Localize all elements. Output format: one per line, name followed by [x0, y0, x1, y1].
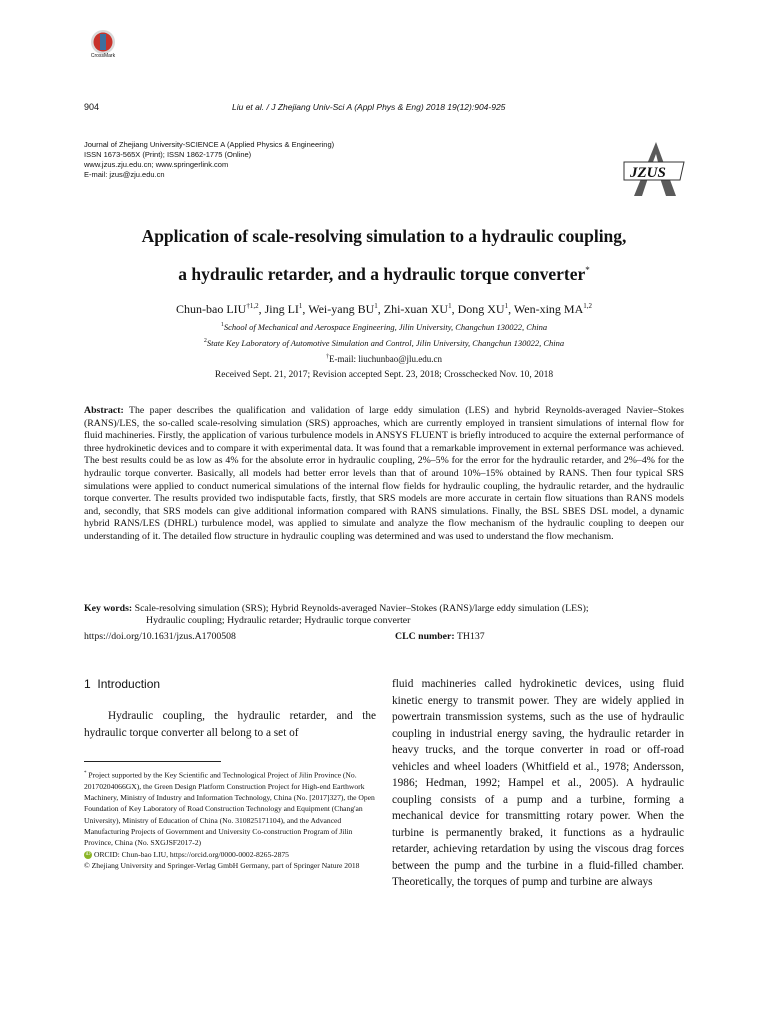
author-affil-mark: 1 [298, 302, 303, 310]
affiliation-text: School of Mechanical and Aerospace Engineering, Jilin University, Changchun 130022, China [223, 322, 548, 332]
footnotes [84, 768, 376, 871]
author-name: Wen-xing MA [513, 302, 584, 316]
clc-value: TH137 [456, 631, 485, 642]
author-affil-mark: 1 [448, 302, 452, 310]
section-number: 1 [84, 677, 91, 691]
section-title: Introduction [97, 677, 161, 691]
journal-name: Journal of Zhejiang University-SCIENCE A (Applied Physics & Engineering) [84, 140, 335, 149]
author-affil-mark: 1 [374, 302, 378, 310]
journal-email[interactable]: E-mail: jzus@zju.edu.cn [84, 170, 165, 179]
keywords [84, 603, 684, 627]
crossmark-label: CrossMark [90, 53, 116, 59]
corresponding-email[interactable] [84, 354, 684, 364]
affiliation-mark: 2 [203, 338, 207, 345]
logo-text: JZUS [630, 165, 666, 181]
author-affil-mark: †1,2 [246, 302, 259, 310]
intro-paragraph-left [84, 708, 376, 741]
clc-number [395, 631, 485, 642]
journal-issn: ISSN 1673-565X (Print); ISSN 1862-1775 (Online) [84, 150, 252, 159]
orcid-text[interactable]: ORCID: Chun-bao LIU, https://orcid.org/0000-0002-8265-2875 [94, 849, 289, 859]
title-footnote-mark[interactable]: * [585, 265, 590, 275]
doi-link[interactable]: https://doi.org/10.1631/jzus.A1700508 [84, 631, 236, 642]
affiliation-1 [84, 322, 684, 332]
copyright-footnote: © Zhejiang University and Springer-Verlag GmbH Germany, part of Springer Nature 2018 [84, 860, 360, 870]
section-heading [84, 677, 160, 691]
intro-paragraph-right: fluid machineries called hydrokinetic devices, using fluid kinetic energy to transmit power. They are widely applied in powertrain transmission systems, such as the use of hydraulic coupling in industrial energy saving, the hydraulic retarder in heavy trucks, and the torque converter in road or off-road vehicles and wheel loaders (Whitfield et al., 1978; Andersson, 1986; Hedman, 1992; Hampel et al., 2005). A hydraulic coupling consists of a pump and a turbine, forming a mechanical device for transmitting rotary power. When the turbine is permanently braked, it functions as a hydraulic retarder, achieving retardation by using the viscous drag forces between the pump and the turbine in a fluid-filled chamber. Theoretically, the torques of pump and turbine are always [392, 678, 684, 888]
orcid-icon: iD [85, 851, 91, 857]
author-name: Chun-bao LIU [176, 302, 247, 316]
orcid-footnote[interactable] [84, 849, 376, 860]
jzus-logo [620, 140, 688, 198]
author-list: Chun-bao LIU$^{\dagger 1,2}$, Jing $LI^1$, Wei-yang $BU^1$, Zhi-xuan $XU^1$, Dong $XU^1$, Wen-xing MA$^{1,2}$ [176, 302, 592, 316]
abstract-text: The paper describes the qualification and validation of large eddy simulation (LES) and hybrid Reynolds-averaged Navier–Stokes (RANS)/LES, the so-called scale-resolving simulation (SRS) approaches, which are currently employed in transient simulations of internal flow for fluid machineries. Firstly, the application of various turbulence models in ANSYS FLUENT is briefly introduced to acquire the external performance of three hydrokinetic devices and to compare it with experimental data. It was found that a remarkable improvement in external performance was achieved. The best results could be as low as 4% for the absolute error in hydraulic coupling, 2%–5% for the error for the hydraulic retarder, and 2%–4% for the hydraulic torque converter. Basically, all models had better error levels than that of around 10%–15% obtained by RANS. Then four typical SRS simulations were applied to conduct numerical simulations of the internal flow fields for hydraulic coupling, the hydraulic retarder, and the hydraulic torque converter. The results provided two indisputable facts, firstly, that SRS models are more accurate in certain flow situations than RANS models and, secondly, that SRS models can give additional information compared with RANS simulations. Finally, the BSL SBES DSL model, a dynamic hybrid RANS/LES (DHRL) turbulence model, was applied to simulate and analyze the flow mechanism of the hydraulic coupling to deepen our understanding of it. The detailed flow structure in hydraulic coupling was determined and was used to understand the flow mechanism. [84, 405, 684, 542]
clc-label: CLC number: [395, 631, 455, 642]
author-name: Wei-yang BU [308, 302, 375, 316]
journal-websites[interactable]: www.jzus.zju.edu.cn; www.springerlink.com [84, 160, 229, 169]
keywords-line-2: Hydraulic coupling; Hydraulic retarder; Hydraulic torque converter [146, 615, 411, 626]
paper-title [84, 219, 684, 291]
author-name: Dong XU [457, 302, 505, 316]
page-number: 904 [84, 102, 100, 112]
title-line-2: a hydraulic retarder, and a hydraulic torque converter [178, 263, 586, 284]
affiliation-text: State Key Laboratory of Automotive Simulation and Control, Jilin University, Changchun 130022, China [206, 338, 565, 348]
affiliation-mark: 1 [220, 322, 224, 329]
footnote-divider [84, 761, 221, 762]
crossmark-icon[interactable] [84, 28, 122, 68]
title-line-1: Application of scale-resolving simulation to a hydraulic coupling, [141, 226, 627, 246]
project-footnote [84, 768, 376, 849]
author-name: Zhi-xuan XU [383, 302, 449, 316]
project-footnote-text: Project supported by the Key Scientific and Technological Project of Jilin Province (No. 20170204066GX), the Green Design Platform Construction Project for High-end Earthwork Machinery, Ministry of Industry and Information Technology, China (No. [2017]327), the Open Foundation of Key Laboratory of Road Construction Technology and Equipment (Chang'an University), Ministry of Education of China (No. 310825171104), and the Advanced Manufacturing Projects of Government and University Co-construction Program of Jilin Province, China (No. SXGJSF2017-2) [84, 770, 375, 848]
intro-left-text: Hydraulic coupling, the hydraulic retarder, and the hydraulic torque converter all belong to a set of [84, 710, 376, 739]
author-affil-mark: 1,2 [583, 302, 592, 310]
abstract [84, 405, 684, 544]
affiliation-2 [84, 338, 684, 348]
email-text[interactable]: E-mail: liuchunbao@jlu.edu.cn [328, 354, 442, 364]
keywords-line-1: Scale-resolving simulation (SRS); Hybrid Reynolds-averaged Navier–Stokes (RANS)/large eddy simulation (LES); [134, 603, 589, 614]
running-head: Liu et al. / J Zhejiang Univ-Sci A (Appl Phys & Eng) 2018 19(12):904-925 [232, 102, 506, 112]
received-dates: Received Sept. 21, 2017; Revision accepted Sept. 23, 2018; Crosschecked Nov. 10, 2018 [214, 370, 554, 380]
keywords-label: Key words: [84, 603, 133, 614]
email-mark: † [325, 354, 329, 360]
author-name: Jing LI [264, 302, 299, 316]
abstract-label: Abstract: [84, 405, 124, 416]
author-affil-mark: 1 [504, 302, 509, 310]
footnote-mark: * [84, 771, 87, 776]
